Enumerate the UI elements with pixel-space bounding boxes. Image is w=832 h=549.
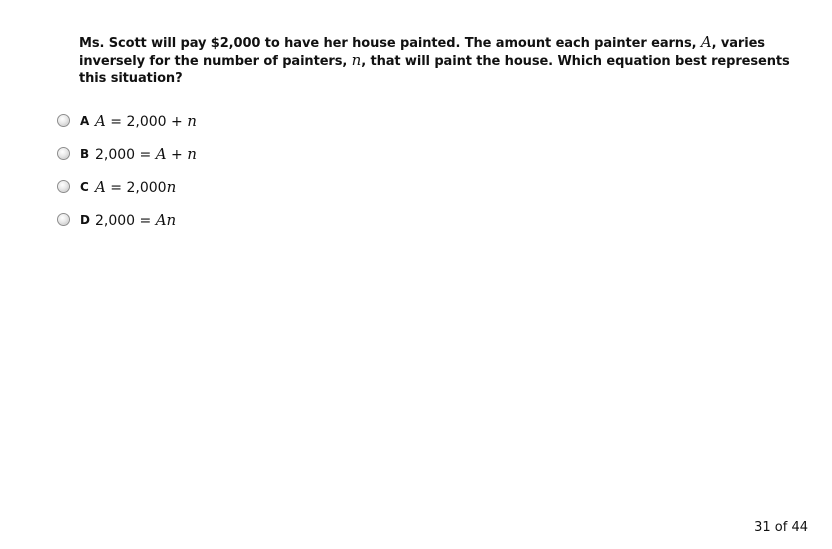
radio-button-b[interactable] [57, 147, 70, 160]
question-text [79, 33, 790, 87]
question-line-2 [79, 51, 790, 70]
question-text-part: , varies [711, 36, 765, 51]
answer-option-c[interactable] [57, 170, 197, 203]
question-line-1 [79, 33, 765, 52]
answer-option-a[interactable] [57, 104, 197, 137]
question-text-part: inversely for the number of painters, [79, 54, 352, 69]
equation-text: = 2,000 [105, 179, 167, 196]
option-letter-a: A [80, 113, 90, 128]
variable-n: n [351, 51, 362, 69]
option-equation-a [95, 112, 197, 130]
question-line-3: this situation? [79, 71, 183, 86]
question-text-part: , that will paint the house. Which equation best represents [361, 54, 790, 69]
equation-variable: n [187, 144, 197, 163]
equation-variable: A [95, 177, 106, 196]
equation-text: 2,000 = [95, 212, 156, 229]
radio-button-c[interactable] [57, 180, 70, 193]
equation-variable: n [187, 111, 197, 130]
page-counter: 31 of 44 [754, 520, 808, 535]
equation-variable: An [155, 210, 177, 229]
radio-button-d[interactable] [57, 213, 70, 226]
answer-option-d[interactable] [57, 203, 197, 236]
radio-button-a[interactable] [57, 114, 70, 127]
answer-option-b[interactable] [57, 137, 197, 170]
equation-text: + [166, 146, 188, 163]
equation-text: 2,000 = [95, 146, 156, 163]
equation-text: = 2,000 + [105, 113, 188, 130]
option-letter-d: D [80, 212, 90, 227]
option-equation-d [95, 211, 176, 229]
option-equation-b [95, 145, 197, 163]
answer-choices [57, 104, 197, 236]
option-equation-c [95, 178, 176, 196]
equation-variable: n [166, 177, 177, 196]
option-letter-c: C [80, 179, 89, 194]
equation-variable: A [95, 111, 106, 130]
variable-A: A [700, 33, 712, 51]
question-text-part: Ms. Scott will pay $2,000 to have her house painted. The amount each painter earns, [79, 36, 701, 51]
equation-variable: A [155, 144, 167, 163]
option-letter-b: B [80, 146, 90, 161]
